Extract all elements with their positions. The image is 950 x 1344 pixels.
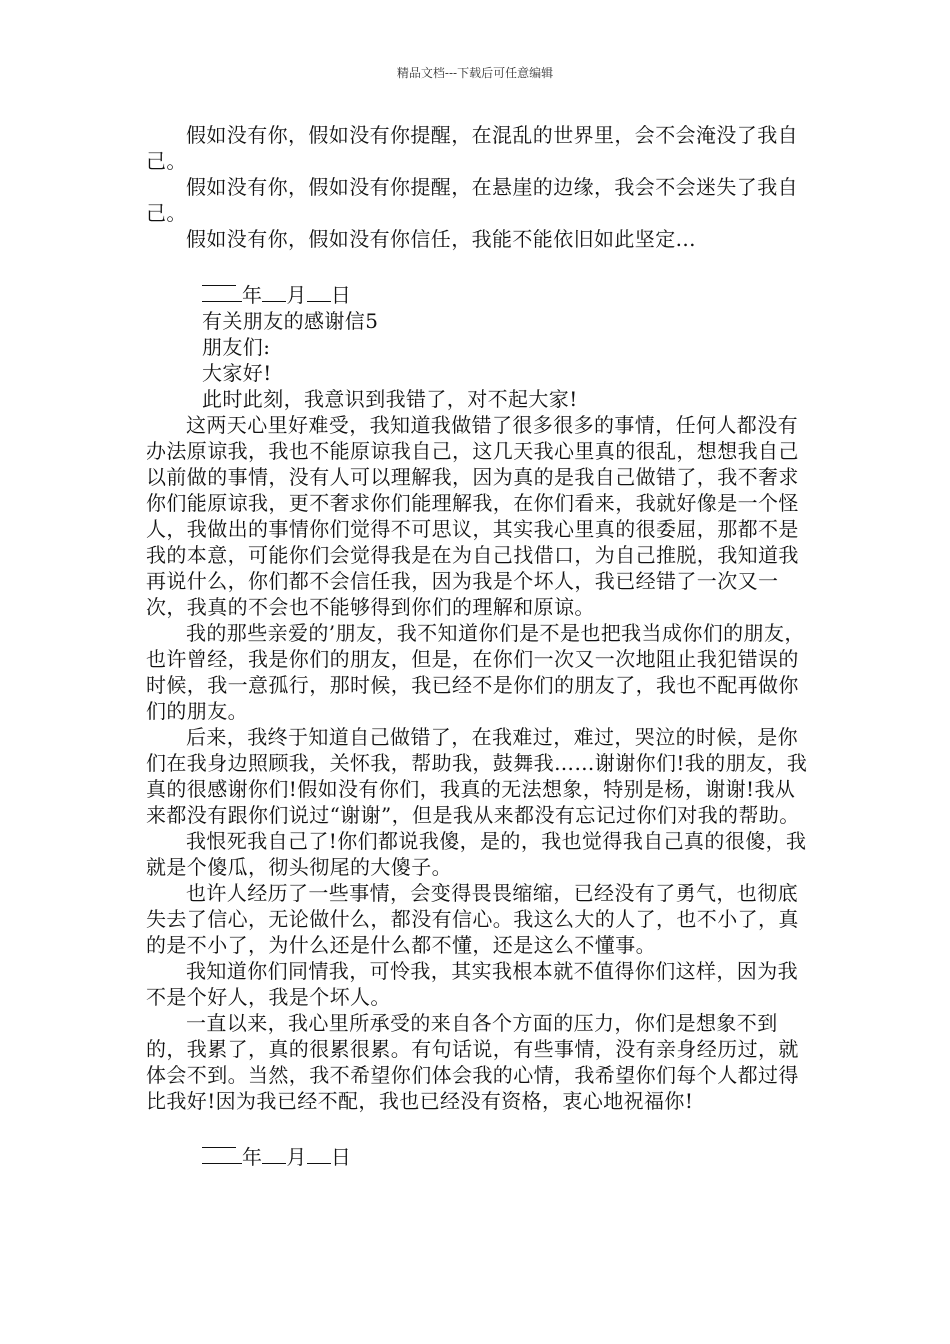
day-label: 日 <box>330 1145 352 1169</box>
paragraph: 也许人经历了一些事情，会变得畏畏缩缩，已经没有了勇气，也彻底失去了信心，无论做什么，都没有信心。我这么大的人了，也不小了，真的是不小了，为什么还是什么都不懂，还是这么不懂事。 <box>146 881 799 957</box>
signature-underline <box>202 285 236 286</box>
paragraph: 假如没有你，假如没有你信任，我能不能依旧如此坚定... <box>186 227 696 251</box>
blank-line <box>146 252 814 278</box>
paragraph: 假如没有你，假如没有你提醒，在混乱的世界里，会不会淹没了我自己。 <box>146 123 798 173</box>
signature-blank <box>146 1140 814 1166</box>
blank-line <box>146 1114 814 1140</box>
opening-line: 此时此刻，我意识到我错了，对不起大家! <box>202 387 578 411</box>
letter-title: 有关朋友的感谢信5 <box>202 309 379 333</box>
greeting: 大家好! <box>202 361 272 385</box>
paragraph: 我的那些亲爱的’朋友，我不知道你们是不是也把我当成你们的朋友，也许曾经，我是你们的朋友，但是，在你们一次又一次地阻止我犯错误的时候，我一意孤行，那时候，我已经不是你们的朋友了，我也不配再做你们的朋友。 <box>146 621 805 723</box>
paragraph: 假如没有你，假如没有你提醒，在悬崖的边缘，我会不会迷失了我自己。 <box>146 175 798 225</box>
paragraph: 一直以来，我心里所承受的来自各个方面的压力，你们是想象不到的，我累了，真的很累很累。有句话说，有些事情，没有亲身经历过，就体会不到。当然，我不希望你们体会我的心情，我希望你们每个人都过得比我好!因为我已经不配，我也已经没有资格，衷心地祝福你! <box>146 1011 799 1113</box>
page-header: 精品文档---下载后可任意编辑 <box>396 66 554 80</box>
signature-blank <box>146 278 814 304</box>
paragraph: 这两天心里好难受，我知道我做错了很多很多的事情，任何人都没有办法原谅我，我也不能原谅我自己，这几天我心里真的很乱，想想我自己以前做的事情，没有人可以理解我，因为真的是我自己做错了，我不奢求你们能原谅我，更不奢求你们能理解我，在你们看来，我就好像是一个怪人，我做出的事情你们觉得不可思议，其实我心里真的很委屈，那都不是我的本意，可能你们会觉得我是在为自己找借口，为自己推脱，我知道我再说什么，你们都不会信任我，因为我是个坏人，我已经错了一次又一次，我真的不会也不能够得到你们的理解和原谅。 <box>146 413 799 619</box>
paragraph: 我知道你们同情我，可怜我，其实我根本就不值得你们这样，因为我不是个好人，我是个坏人。 <box>146 959 798 1009</box>
paragraph: 我恨死我自己了!你们都说我傻，是的，我也觉得我自己真的很傻，我就是个傻瓜，彻头彻尾的大傻子。 <box>146 829 807 879</box>
month-label: 月 <box>286 1145 307 1169</box>
year-label: 年 <box>242 283 263 307</box>
signature-underline <box>202 1147 236 1148</box>
month-label: 月 <box>286 283 307 307</box>
document-body <box>146 122 814 1170</box>
paragraph: 后来，我终于知道自己做错了，在我难过，难过，哭泣的时候，是你们在我身边照顾我，关怀我，帮助我，鼓舞我……谢谢你们!我的朋友，我真的很感谢你们!假如没有你们，我真的无法想象，特别是杨，谢谢!我从来都没有跟你们说过“谢谢”，但是我从来都没有忘记过你们对我的帮助。 <box>146 725 808 827</box>
salutation: 朋友们: <box>202 335 271 359</box>
year-label: 年 <box>242 1145 263 1169</box>
day-label: 日 <box>330 283 352 307</box>
